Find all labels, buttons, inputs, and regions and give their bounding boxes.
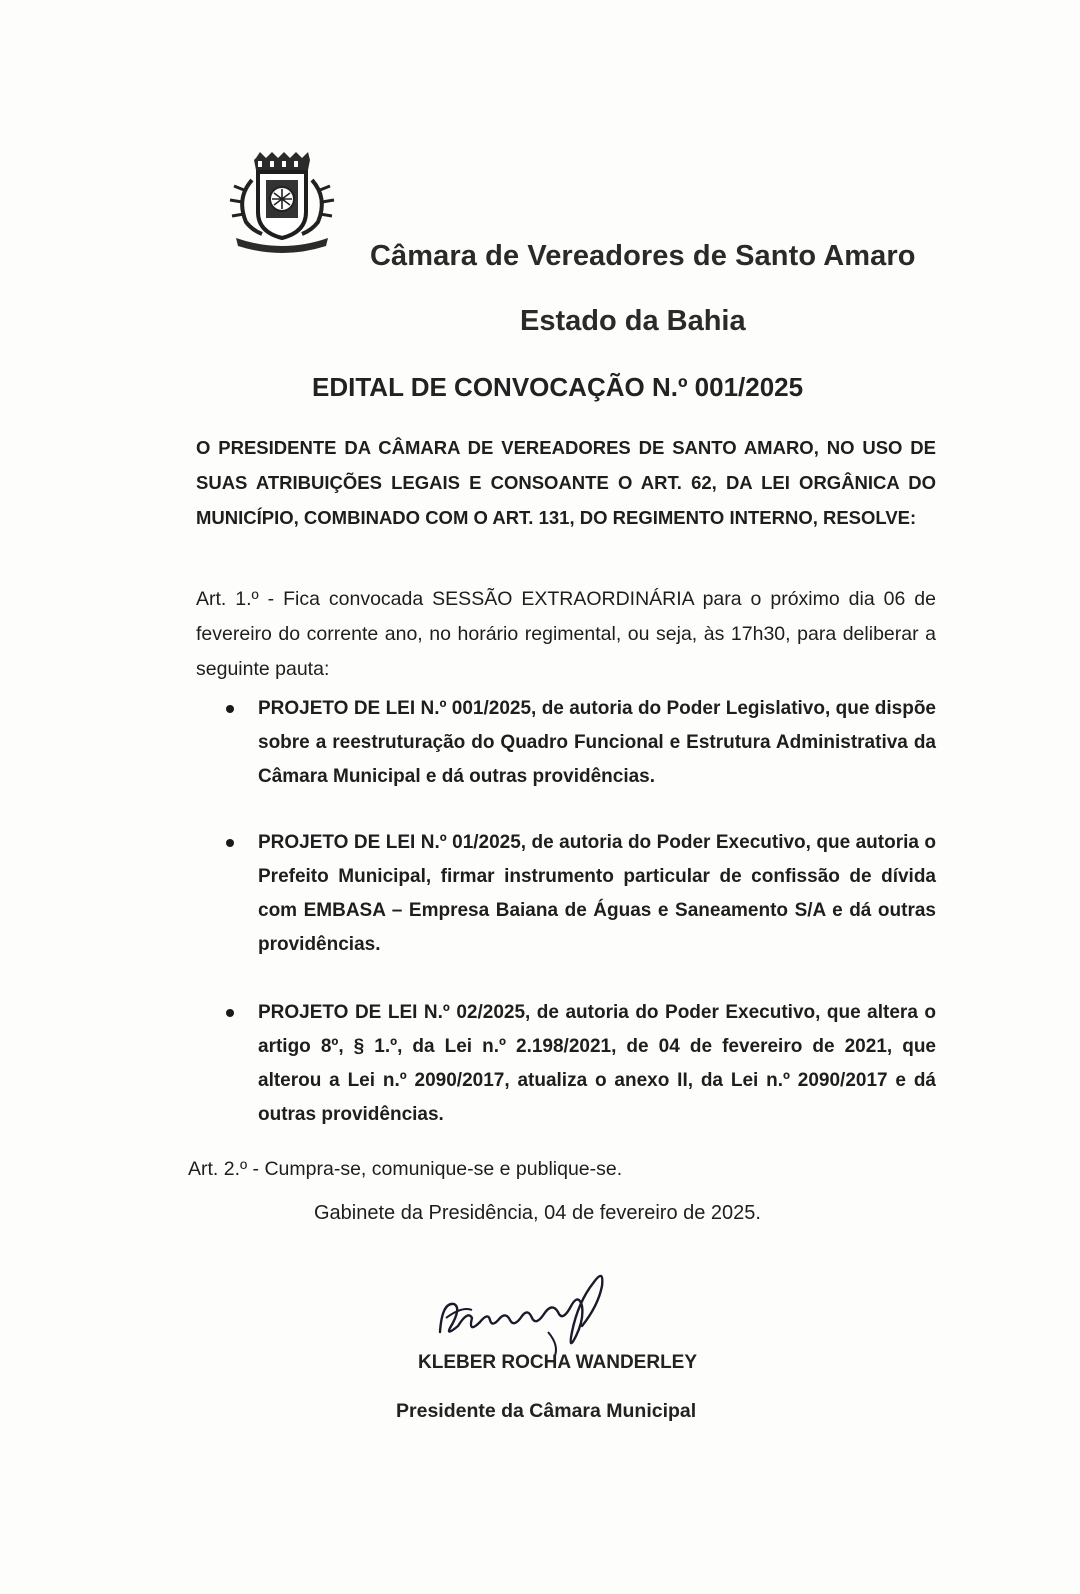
agenda-item [224,996,936,1132]
agenda-item-text: PROJETO DE LEI N.º 01/2025, de autoria do Poder Executivo, que autoria o Prefeito Municipal, firmar instrumento particular de confissão de dívida com EMBASA – Empresa Baiana de Águas e Saneamento S/A e dá outras providências. [258,832,936,955]
agenda-list [224,996,936,1132]
bullet-icon [226,705,234,713]
bullet-icon [226,839,234,847]
article-2: Art. 2.º - Cumpra-se, comunique-se e publique-se. [188,1158,623,1180]
agenda-item [224,826,936,962]
chamber-name: Câmara de Vereadores de Santo Amaro [370,240,916,272]
edital-title: EDITAL DE CONVOCAÇÃO N.º 001/2025 [312,372,804,402]
preamble-text: O PRESIDENTE DA CÂMARA DE VEREADORES DE SANTO AMARO, NO USO DE SUAS ATRIBUIÇÕES LEGAIS E CONSOANTE O ART. 62, DA LEI ORGÂNICA DO MUNICÍPIO, COMBINADO COM O ART. 131, DO REGIMENTO INTERNO, RESOLVE: [196,437,936,528]
signer-name: KLEBER ROCHA WANDERLEY [418,1352,698,1373]
agenda-item-text: PROJETO DE LEI N.º 02/2025, de autoria do Poder Executivo, que altera o artigo 8º, § 1.º, da Lei n.º 2.198/2021, de 04 de fevereiro de 2021, que alterou a Lei n.º 2090/2017, atualiza o anexo II, da Lei n.º 2090/2017 e dá outras providências. [258,1002,936,1125]
agenda-list [224,692,936,794]
agenda-list [224,826,936,962]
signer-role: Presidente da Câmara Municipal [396,1400,697,1422]
article-1: Art. 1.º - Fica convocada SESSÃO EXTRAORDINÁRIA para o próximo dia 06 de fevereiro do corrente ano, no horário regimental, ou seja, às 17h30, para deliberar a seguinte pauta: [196,588,936,680]
agenda-item-text: PROJETO DE LEI N.º 001/2025, de autoria do Poder Legislativo, que dispõe sobre a reestruturação do Quadro Funcional e Estrutura Administrativa da Câmara Municipal e dá outras providências. [258,698,936,787]
state-name: Estado da Bahia [520,305,746,337]
bullet-icon [226,1009,234,1017]
closing-location-date: Gabinete da Presidência, 04 de fevereiro de 2025. [314,1202,761,1224]
municipal-coat-of-arms-icon [222,150,342,254]
agenda-item [224,692,936,794]
